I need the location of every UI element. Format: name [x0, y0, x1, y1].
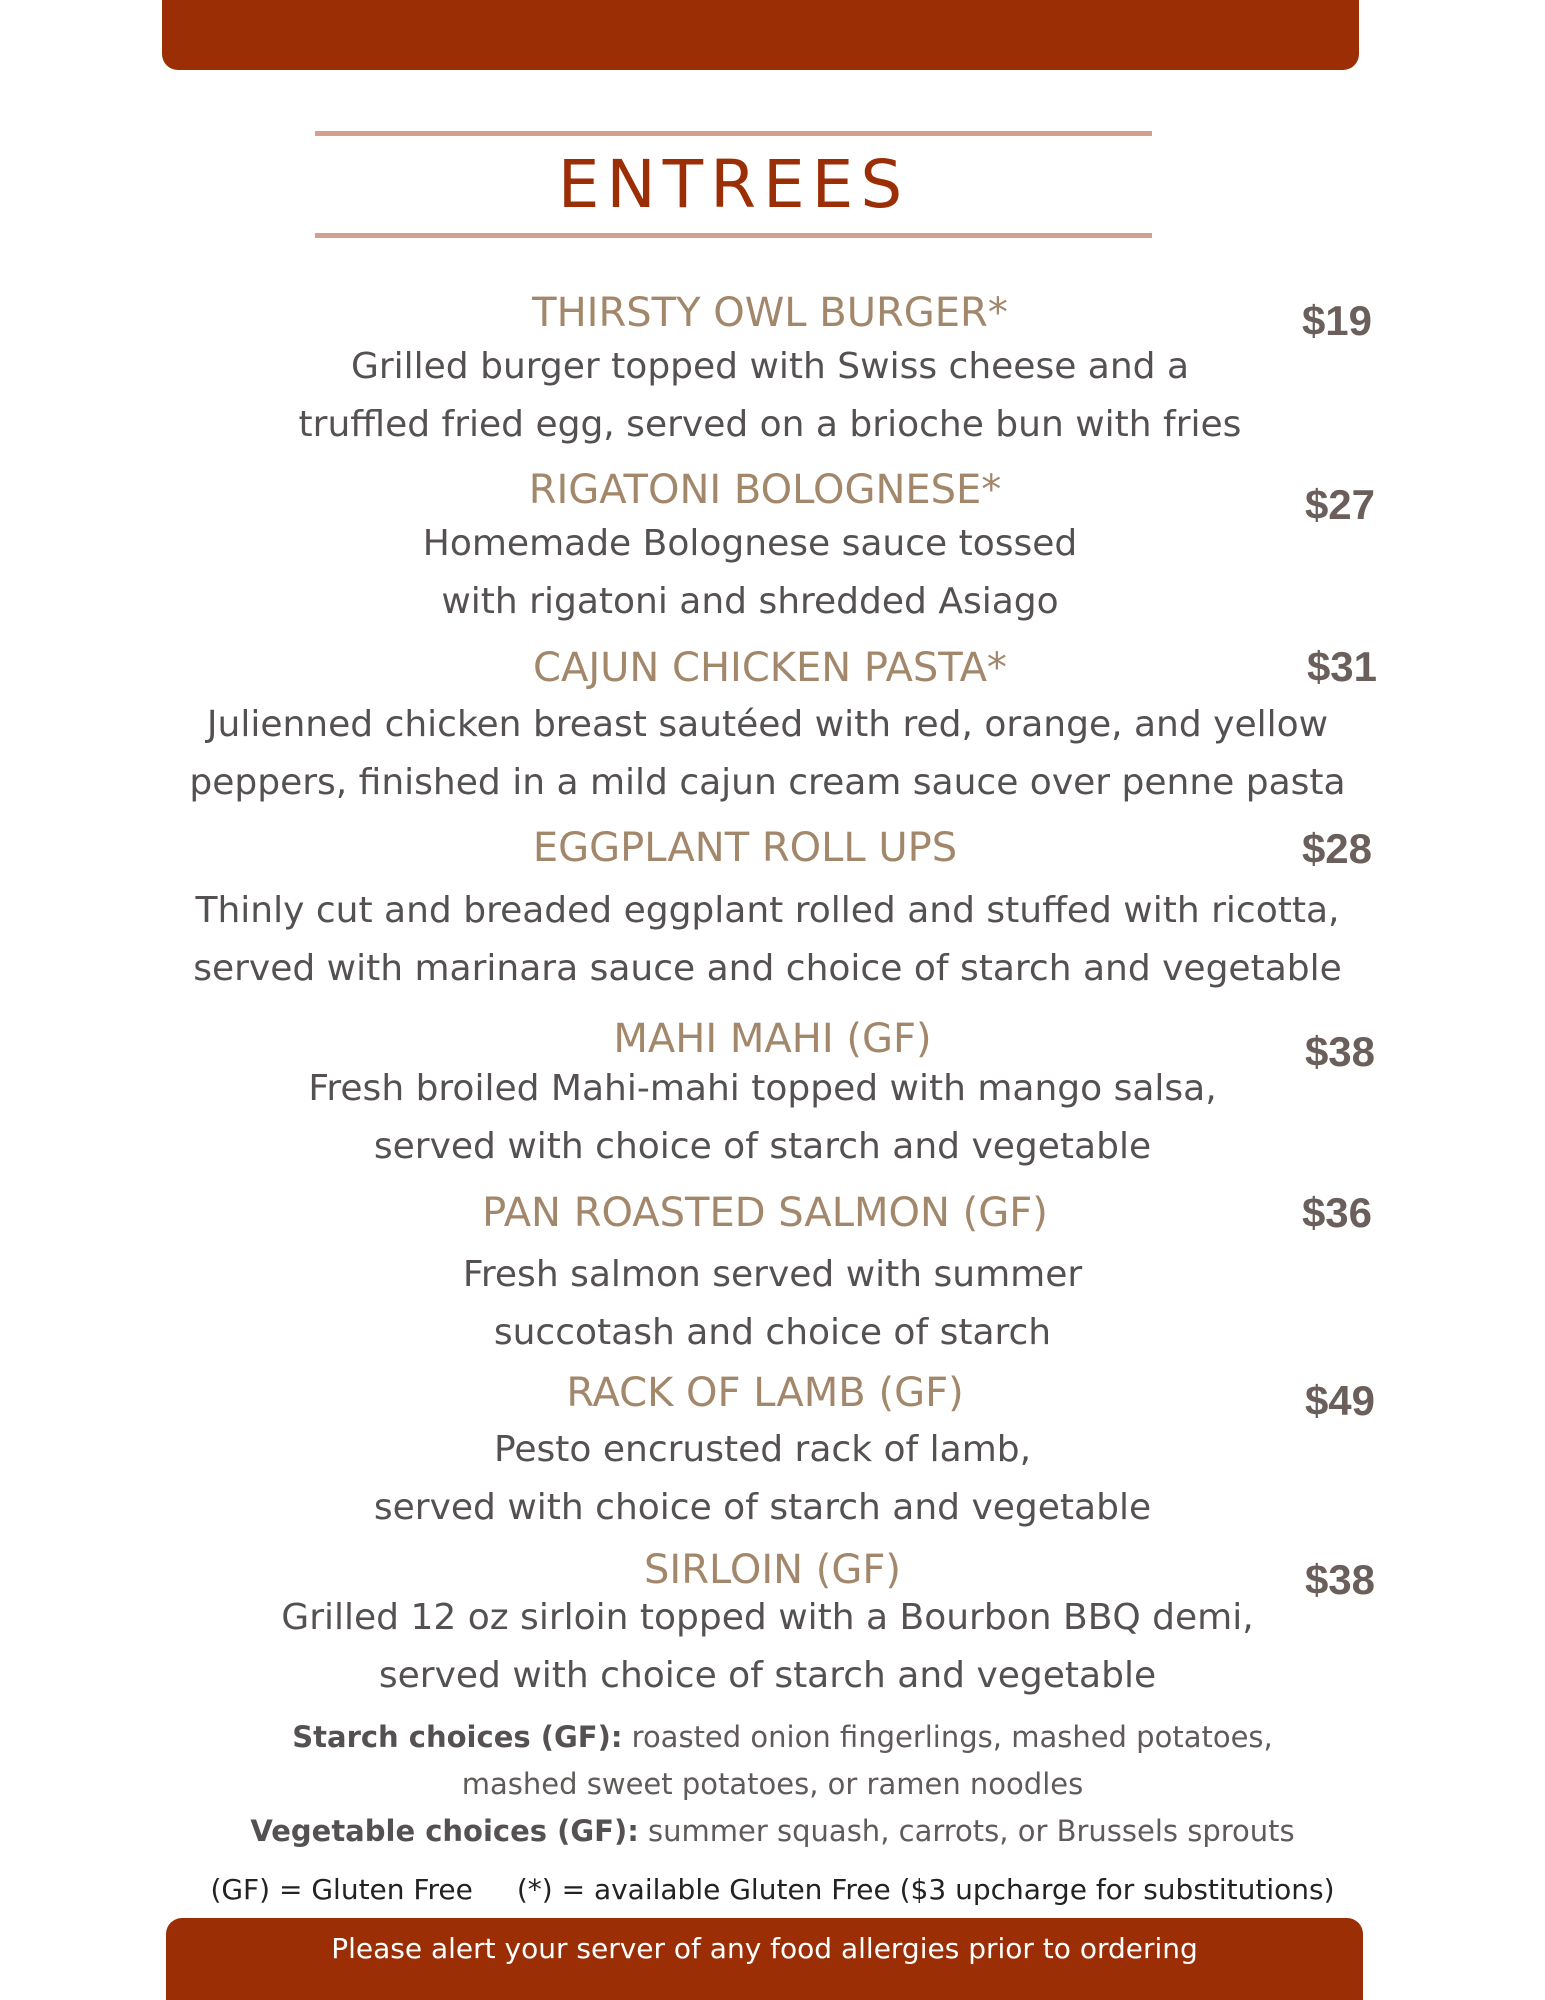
description-line: succotash and choice of starch — [493, 1312, 1052, 1353]
heading-rule-bottom — [315, 233, 1152, 238]
legend — [0, 1865, 1545, 1915]
vegetable-choices-text: summer squash, carrots, or Brussels sprouts — [638, 1814, 1295, 1848]
item-name: SIRLOIN (GF) — [644, 1547, 901, 1593]
description-line: Grilled 12 oz sirloin topped with a Bourbon BBQ demi, — [281, 1597, 1254, 1638]
description-line: Pesto encrusted rack of lamb, — [493, 1429, 1032, 1470]
item-price: $38 — [1304, 1556, 1376, 1603]
item-description — [0, 882, 1545, 998]
item-price: $36 — [1301, 1189, 1373, 1236]
legend-available-gluten-free: (*) = available Gluten Free ($3 upcharge for substitutions) — [516, 1873, 1335, 1906]
item-description — [0, 515, 1545, 631]
item-description — [0, 696, 1545, 812]
item-name: MAHI MAHI (GF) — [613, 1016, 932, 1062]
description-line: Julienned chicken breast sautéed with red, orange, and yellow — [206, 704, 1329, 745]
description-line: served with choice of starch and vegetable — [373, 1487, 1152, 1528]
starch-choices-text: roasted onion fingerlings, mashed potatoes, — [622, 1720, 1273, 1754]
description-line: served with marinara sauce and choice of starch and vegetable — [193, 948, 1342, 989]
item-price: $31 — [1306, 643, 1378, 690]
footer-banner — [166, 1918, 1363, 2000]
starch-choices-label: Starch choices (GF): — [292, 1720, 623, 1754]
item-price: $38 — [1304, 1028, 1376, 1075]
item-name: THIRSTY OWL BURGER* — [532, 290, 1008, 336]
starch-choices-line-2: mashed sweet potatoes, or ramen noodles — [461, 1767, 1084, 1801]
vegetable-choices-label: Vegetable choices (GF): — [250, 1814, 639, 1848]
item-description — [0, 1421, 1545, 1537]
item-name: RIGATONI BOLOGNESE* — [528, 467, 1002, 513]
starch-choices-line — [0, 1714, 1545, 1761]
item-price: $28 — [1301, 825, 1373, 872]
item-name: CAJUN CHICKEN PASTA* — [533, 645, 1007, 691]
item-description — [0, 1589, 1545, 1705]
description-line: Homemade Bolognese sauce tossed — [422, 523, 1078, 564]
description-line: Thinly cut and breaded eggplant rolled and stuffed with ricotta, — [195, 890, 1340, 931]
description-line: served with choice of starch and vegetable — [373, 1126, 1152, 1167]
description-line: served with choice of starch and vegetable — [378, 1655, 1157, 1696]
top-banner — [162, 0, 1359, 70]
legend-gluten-free: (GF) = Gluten Free — [210, 1873, 473, 1906]
description-line: Grilled burger topped with Swiss cheese and a — [350, 346, 1190, 387]
page-title: ENTREES — [557, 146, 910, 223]
description-line: with rigatoni and shredded Asiago — [441, 581, 1059, 622]
allergy-notice: Please alert your server of any food allergies prior to ordering — [331, 1932, 1198, 1965]
side-choices — [0, 1714, 1545, 1855]
description-line: Fresh broiled Mahi-mahi topped with mango salsa, — [308, 1068, 1217, 1109]
item-name: RACK OF LAMB (GF) — [566, 1370, 964, 1416]
item-description — [0, 1246, 1545, 1362]
vegetable-choices-line — [0, 1808, 1545, 1855]
item-price: $19 — [1301, 297, 1373, 344]
description-line: truffled fried egg, served on a brioche bun with fries — [298, 404, 1242, 445]
item-description — [0, 1060, 1545, 1176]
item-price: $49 — [1304, 1377, 1376, 1424]
description-line: peppers, finished in a mild cajun cream sauce over penne pasta — [189, 762, 1346, 803]
item-name: EGGPLANT ROLL UPS — [532, 825, 958, 871]
item-name: PAN ROASTED SALMON (GF) — [482, 1190, 1048, 1236]
item-price: $27 — [1304, 481, 1376, 528]
heading-rule-top — [315, 131, 1152, 136]
item-description — [0, 338, 1545, 454]
description-line: Fresh salmon served with summer — [462, 1254, 1083, 1295]
